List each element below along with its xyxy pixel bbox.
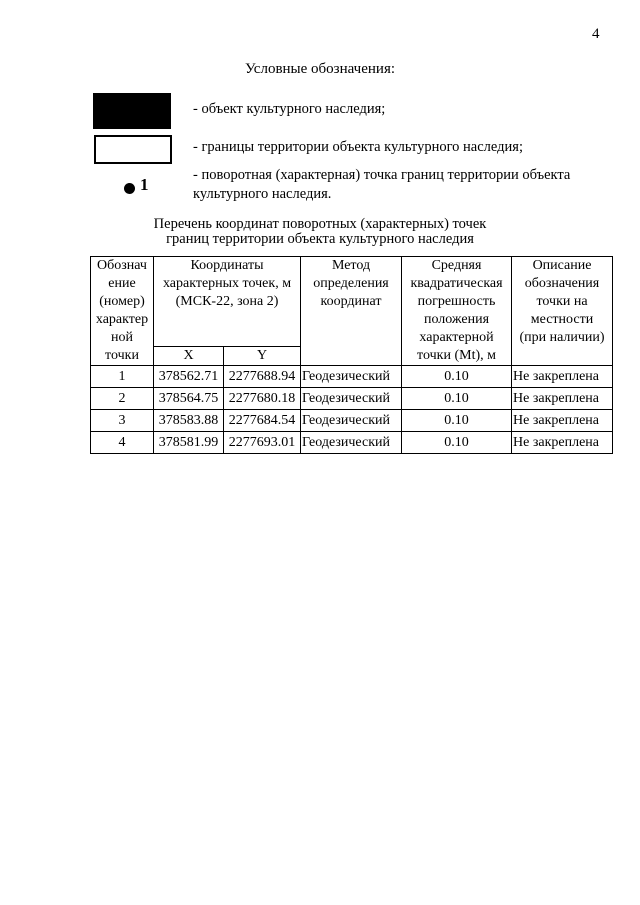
legend-text: - границы территории объекта культурного наследия; [193,139,523,155]
cell-y: 2277680.18 [224,388,301,410]
table-row [91,432,613,454]
header-coordinates: Координаты характерных точек, м (МСК-22, зона 2) [154,257,301,347]
cell-description: Не закреплена [512,366,613,388]
cell-x: 378562.71 [154,366,224,388]
legend-text-line2: культурного наследия. [193,186,332,202]
coordinates-table [90,256,613,454]
header-y: Y [224,347,301,366]
turning-point-dot-icon [124,183,135,194]
cell-method: Геодезический [301,388,402,410]
table-row [91,388,613,410]
cell-error: 0.10 [402,432,512,454]
cell-number: 1 [91,366,154,388]
cell-y: 2277688.94 [224,366,301,388]
table-row [91,366,613,388]
coordinates-list-title [0,217,640,247]
cell-error: 0.10 [402,388,512,410]
cell-method: Геодезический [301,366,402,388]
cell-x: 378583.88 [154,410,224,432]
cell-x: 378581.99 [154,432,224,454]
cell-number: 3 [91,410,154,432]
outlined-rectangle-symbol [94,135,172,164]
turning-point-number: 1 [140,175,149,194]
header-description: Описание обозначения точки на местности (при наличии) [512,257,613,366]
cell-y: 2277693.01 [224,432,301,454]
cell-method: Геодезический [301,410,402,432]
table-row [91,410,613,432]
legend-text-line1: - поворотная (характерная) точка границ территории объекта [193,167,571,183]
cell-description: Не закреплена [512,410,613,432]
cell-number: 2 [91,388,154,410]
cell-x: 378564.75 [154,388,224,410]
cell-number: 4 [91,432,154,454]
cell-error: 0.10 [402,366,512,388]
title-line: границ территории объекта культурного наследия [166,231,474,247]
cell-y: 2277684.54 [224,410,301,432]
cell-description: Не закреплена [512,432,613,454]
cell-description: Не закреплена [512,388,613,410]
header-method: Метод определения координат [301,257,402,366]
title-line: Перечень координат поворотных (характерных) точек [153,216,487,232]
header-x: X [154,347,224,366]
header-error: Средняя квадратическая погрешность положения характерной точки (Mt), м [402,257,512,366]
header-designation: Обознач ение (номер) характер ной точки [91,257,154,366]
filled-rectangle-symbol [93,93,171,129]
table-header-row [91,257,613,347]
cell-method: Геодезический [301,432,402,454]
page-number: 4 [592,26,600,42]
legend-title: Условные обозначения: [244,61,396,77]
cell-error: 0.10 [402,410,512,432]
legend-text: - объект культурного наследия; [193,101,386,117]
